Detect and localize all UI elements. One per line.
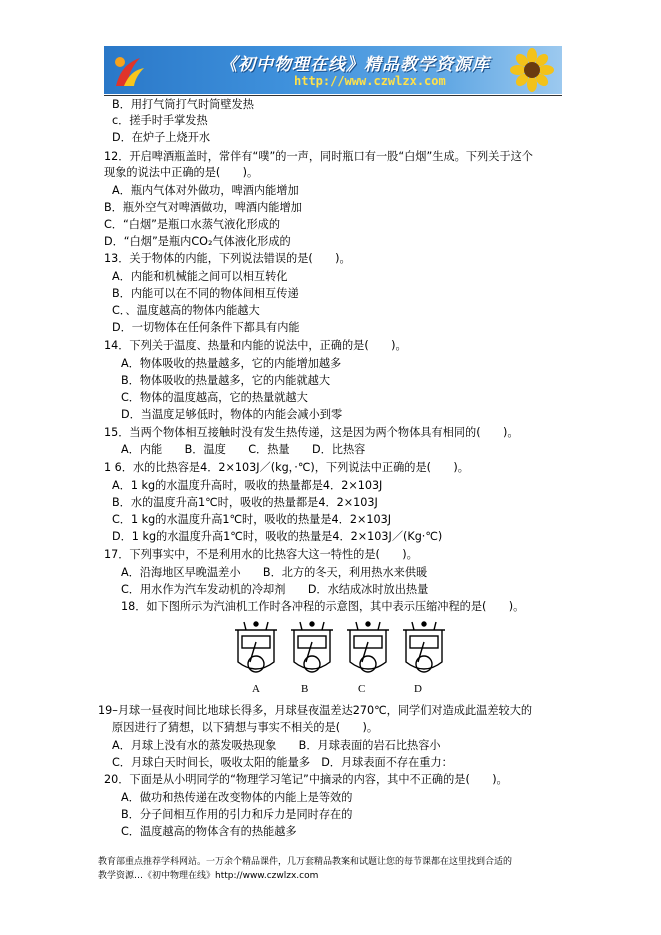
text-line: A．沿海地区早晚温差小 B．北方的冬天，利用热水来供暖 — [121, 566, 428, 579]
text-line: C．、温度越高的物体内能越大 — [112, 304, 260, 317]
figure-label-c: C — [358, 683, 366, 695]
text-line: D．1 kg的水温度升高1℃时，吸收的热量是4．2×103J／(Kg·℃) — [112, 530, 443, 543]
text-line: 12．开启啤酒瓶盖时，常伴有“噗”的一声，同时瓶口有一股“白烟”生成。下列关于这个 — [104, 150, 533, 163]
text-line: 现象的说法中正确的是( )。 — [104, 166, 259, 179]
text-line: 19–月球一昼夜时间比地球长得多，月球昼夜温差达270℃，同学们对造成此温差较大的 — [98, 704, 533, 717]
text-line: B．水的温度升高1℃时，吸收的热量都是4．2×103J — [112, 496, 378, 509]
text-line: 18．如下图所示为汽油机工作时各冲程的示意图，其中表示压缩冲程的是( )。 — [121, 600, 525, 613]
text-line: D．当温度足够低时，物体的内能会减小到零 — [121, 408, 343, 421]
text-line: C．物体的温度越高，它的热量就越大 — [121, 391, 308, 404]
text-line: A．做功和热传递在改变物体的内能上是等效的 — [121, 791, 353, 804]
header-rule — [104, 95, 562, 96]
text-line: 13．关于物体的内能，下列说法错误的是( )。 — [104, 252, 351, 265]
engine-diagram-c — [347, 622, 389, 672]
engine-strokes-figure — [234, 618, 460, 700]
text-line: D．“白烟”是瓶内CO₂气体液化形成的 — [104, 235, 291, 248]
engine-diagram-b — [291, 622, 333, 672]
figure-label-b: B — [301, 683, 309, 695]
header-banner — [104, 46, 562, 94]
text-line: A．内能和机械能之间可以相互转化 — [112, 270, 288, 283]
text-line: 17．下列事实中，不是利用水的比热容大这一特性的是( )。 — [104, 548, 418, 561]
engine-diagram-d — [403, 622, 445, 672]
logo-icon — [110, 52, 148, 90]
footer-note — [98, 855, 568, 883]
figure-label-d: D — [414, 683, 422, 695]
header-title: 《初中物理在线》精品教学资源库 — [220, 55, 490, 75]
footer-line-1: 教育部重点推荐学科网站。一万余个精品课件，几万套精品教案和试题让您的每节课都在这里找到合适的 — [98, 857, 513, 867]
text-line: B．物体吸收的热量越多，它的内能就越大 — [121, 374, 331, 387]
text-line: C．温度越高的物体含有的热能越多 — [121, 825, 297, 838]
text-line: 14．下列关于温度、热量和内能的说法中，正确的是( )。 — [104, 339, 407, 352]
footer-line-2 — [98, 869, 568, 883]
text-line: C．“白烟”是瓶口水蒸气液化形成的 — [104, 218, 281, 231]
footer-prefix: 教学资源…《初中物理在线》 — [98, 871, 216, 881]
text-line: A．瓶内气体对外做功，啤酒内能增加 — [112, 184, 299, 197]
sunflower-icon — [508, 48, 556, 92]
text-line: c．搓手时手掌发热 — [112, 114, 208, 127]
text-line: 20．下面是从小明同学的“物理学习笔记”中摘录的内容，其中不正确的是( )。 — [104, 773, 508, 786]
text-line: D．在炉子上烧开水 — [112, 131, 211, 144]
figure-label-a: A — [252, 683, 260, 695]
text-line: A．物体吸收的热量越多，它的内能增加越多 — [121, 357, 342, 370]
text-line: C．1 kg的水温度升高1℃时，吸收的热量是4．2×103J — [112, 513, 392, 526]
text-line: C．月球白天时间长，吸收太阳的能量多 D．月球表面不存在重力： — [112, 756, 453, 769]
text-line: 15．当两个物体相互接触时没有发生热传递，这是因为两个物体具有相同的( )。 — [104, 426, 519, 439]
text-line: 1 6．水的比热容是4．2×103J／(kg，·℃)，下列说法中正确的是( )。 — [104, 461, 469, 474]
text-line: B．瓶外空气对啤酒做功，啤酒内能增加 — [104, 201, 302, 214]
text-line: 原因进行了猜想，以下猜想与事实不相关的是( )。 — [112, 721, 379, 734]
text-line: C．用水作为汽车发动机的冷却剂 D．水结成冰时放出热量 — [121, 583, 429, 596]
footer-url-link[interactable]: http://www.czwlzx.com — [215, 871, 319, 881]
text-line: D．一切物体在任何条件下都具有内能 — [112, 321, 300, 334]
text-line: A．内能 B．温度 C．热量 D．比热容 — [121, 443, 366, 456]
header-url[interactable]: http://www.czwlzx.com — [294, 74, 446, 88]
text-line: B．用打气筒打气时筒壁发热 — [112, 98, 254, 111]
text-line: B．分子间相互作用的引力和斥力是同时存在的 — [121, 808, 353, 821]
text-line: A．月球上没有水的蒸发吸热现象 B．月球表面的岩石比热容小 — [112, 739, 441, 752]
engine-diagram-a — [235, 622, 277, 672]
text-line: B．内能可以在不同的物体间相互传递 — [112, 287, 299, 300]
text-line: A．1 kg的水温度升高时，吸收的热量都是4．2×103J — [112, 479, 383, 492]
